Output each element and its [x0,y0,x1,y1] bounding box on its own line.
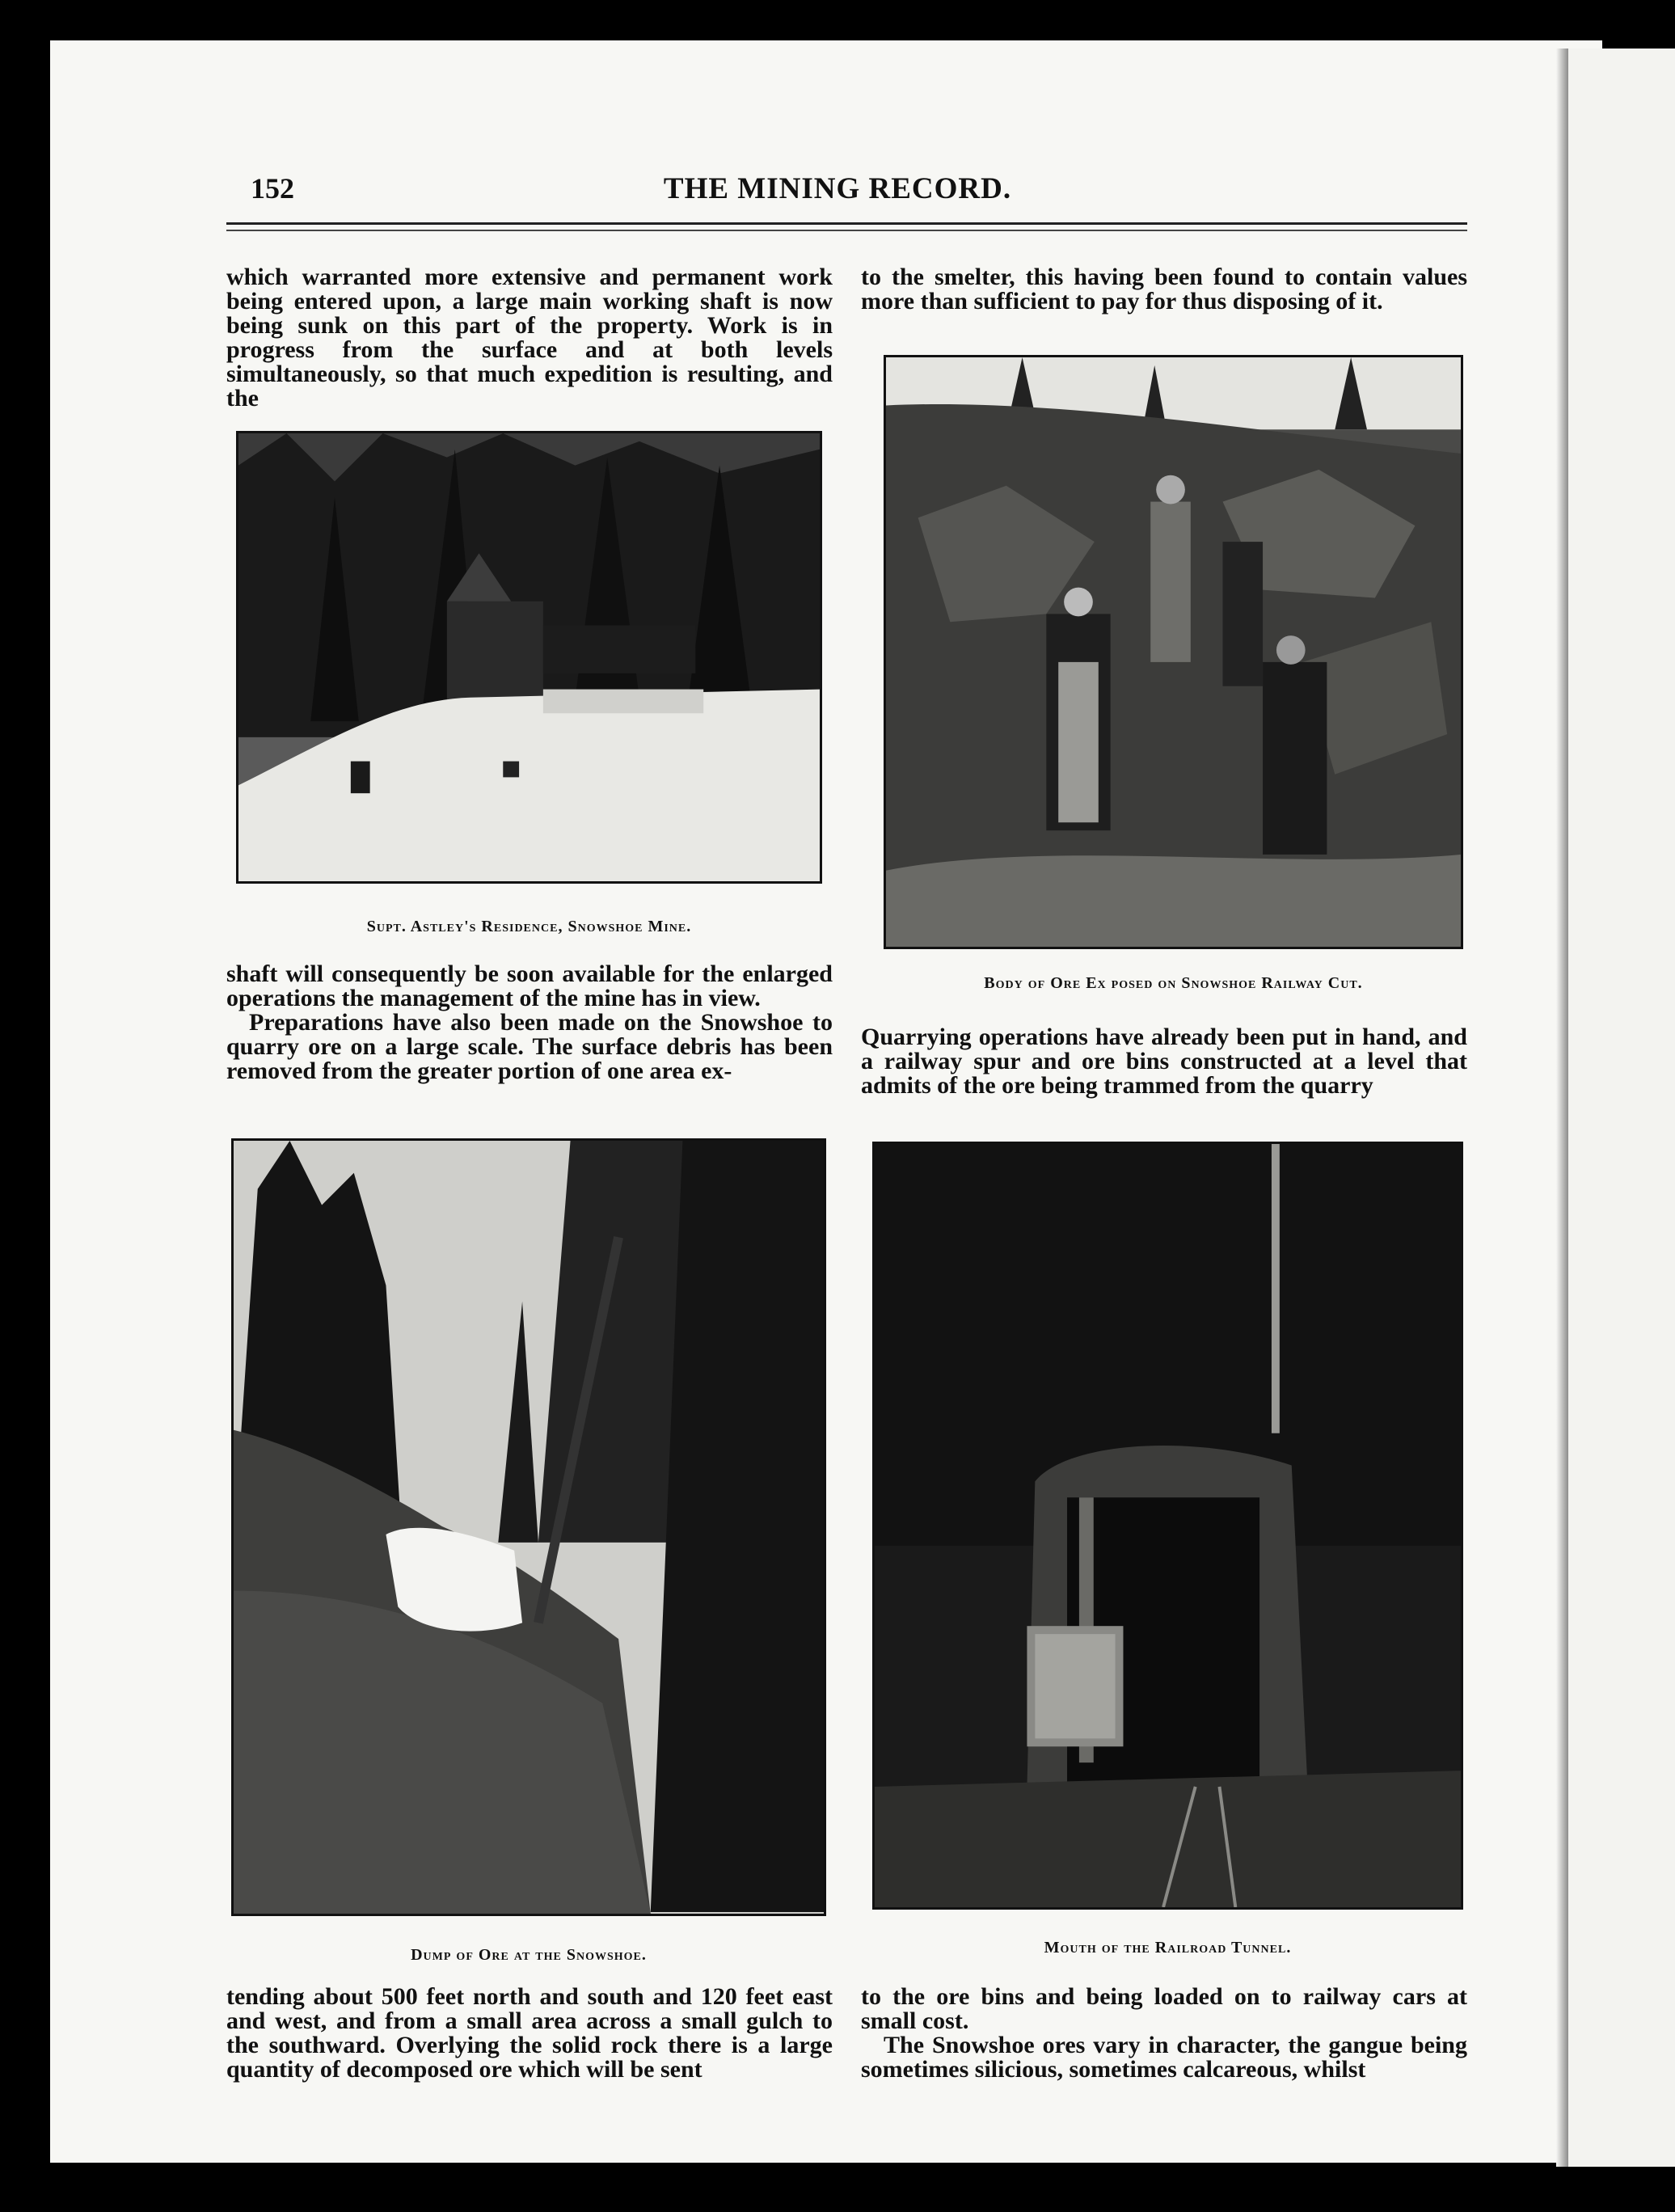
ore-body-image [886,357,1461,947]
residence-photo [236,431,822,884]
paragraph: Quarrying operations have already been put in hand, and a railway spur and ore bins constructed at a level that admits of the ore being trammed from the quarry [861,1024,1467,1099]
ore-body-photo [884,355,1463,949]
header-rule [226,222,1467,225]
next-page-edge [1568,49,1675,2167]
ore-body-caption: Body of Ore Ex posed on Snowshoe Railway Cut. [984,974,1363,992]
paragraph: to the ore bins and being loaded on to railway cars at small cost. [861,1983,1467,2034]
residence-caption: Supt. Astley's Residence, Snowshoe Mine. [366,918,692,935]
paragraph: Preparations have also been made on the Snowshoe to quarry ore on a large scale. The surface debris has been removed from the greater portion of one area ex- [226,1009,833,1084]
right-column-top-text [861,265,1467,314]
dump-caption: Dump of Ore at the Snowshoe. [411,1946,647,1964]
residence-image [238,433,820,881]
tunnel-image [875,1144,1461,1907]
paragraph: The Snowshoe ores vary in character, the gangue being sometimes silicious, sometimes calcareous, whilst [861,2032,1467,2083]
right-column-middle-text [861,1025,1467,1098]
tunnel-photo [872,1142,1463,1910]
left-column-top-text [226,265,833,411]
right-column-bottom-text [861,1985,1467,2082]
left-column-middle-text [226,962,833,1083]
dump-image [234,1141,824,1914]
dump-photo [231,1138,826,1916]
left-column-bottom-text [226,1985,833,2082]
paragraph: which warranted more extensive and permanent work being entered upon, a large main working shaft is now being sunk on this part of the property. Work is in progress from the surface and at both levels simultaneously, so that much expedition is resulting, and the [226,264,833,412]
tunnel-caption: Mouth of the Railroad Tunnel. [1044,1939,1292,1957]
header-rule-secondary [226,230,1467,231]
page-number: 152 [251,172,294,205]
running-head-title: THE MINING RECORD. [663,172,1012,205]
paragraph: tending about 500 feet north and south and 120 feet east and west, and from a small area across a small gulch to the southward. Overlying the solid rock there is a large quantity of decomposed ore which will be sent [226,1983,833,2083]
paragraph: shaft will consequently be soon available for the enlarged operations the management of the mine has in view. [226,960,833,1011]
paragraph: to the smelter, this having been found to contain values more than sufficient to pay for thus disposing of it. [861,264,1467,314]
